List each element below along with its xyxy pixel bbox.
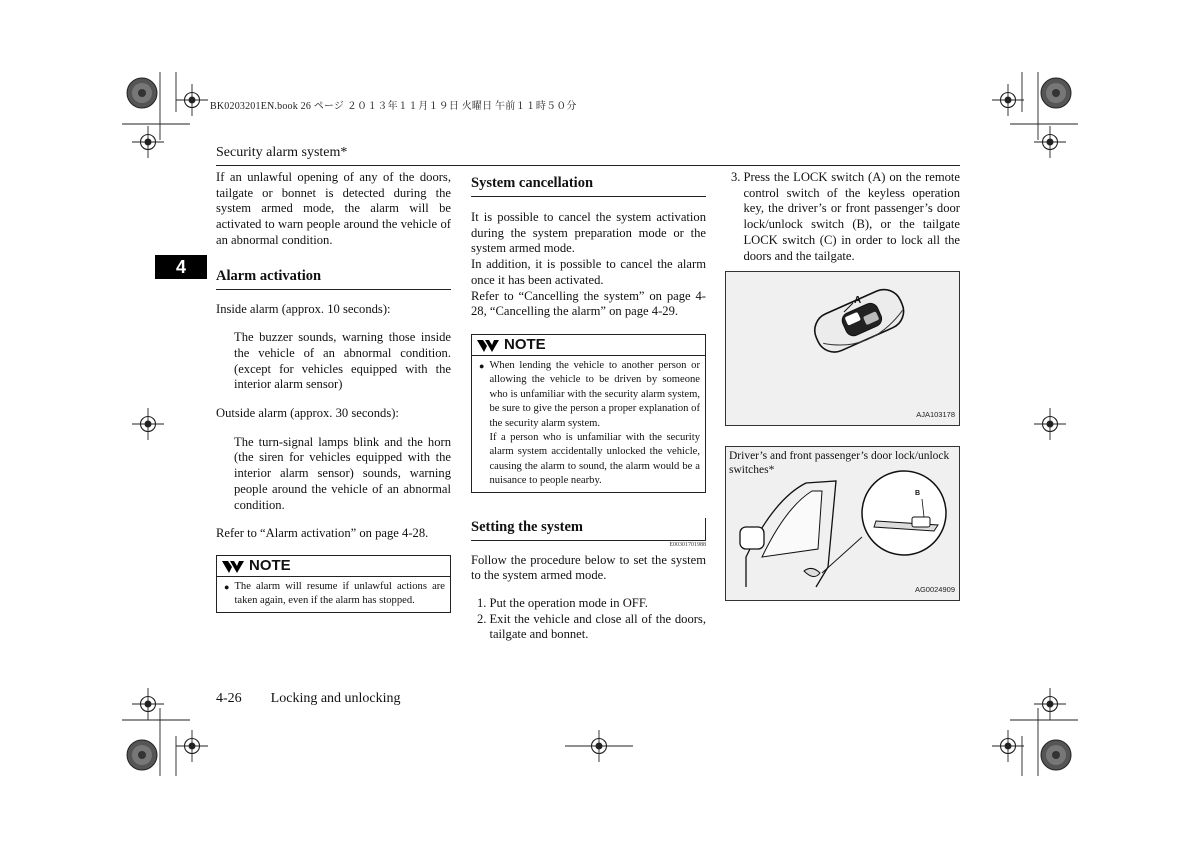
chapter-tab: 4: [155, 255, 207, 279]
registration-mark-icon: [992, 730, 1024, 762]
document-code: E00301701988: [669, 541, 706, 548]
registration-mark-icon: [176, 84, 208, 116]
registration-mark-icon: [1034, 126, 1066, 158]
cancel-paragraph-1: It is possible to cancel the system activation during the system preparation mode or the system armed mode.: [471, 210, 706, 256]
note-paragraph-1: When lending the vehicle to another person or allowing the vehicle to be driven by someone who is unfamiliar with the security alarm system, be sure to give the person a proper explanation of the security alarm system.: [489, 359, 700, 429]
outside-alarm-label: Outside alarm (approx. 30 seconds):: [216, 406, 399, 421]
step-item: [477, 612, 706, 643]
registration-mark-icon: [132, 126, 164, 158]
column-right: [725, 170, 960, 601]
color-target-icon: [127, 78, 157, 108]
color-target-icon: [1041, 78, 1071, 108]
section-name: Locking and unlocking: [270, 691, 401, 706]
figure-caption: Driver’s and front passenger’s door lock/unlock switches*: [729, 450, 950, 477]
note-title: NOTE: [504, 336, 546, 354]
color-target-icon: [1041, 740, 1071, 770]
registration-mark-icon: [176, 730, 208, 762]
note-body: [472, 356, 705, 492]
column-middle: [471, 170, 706, 643]
label-a: A: [854, 295, 862, 307]
cancel-paragraph-3: Refer to “Cancelling the system” on page 4-28, “Cancelling the alarm” on page 4-29.: [471, 288, 706, 319]
step-text: Put the operation mode in OFF.: [489, 595, 648, 610]
figure-code: AJA103178: [916, 409, 955, 419]
note-header: [217, 556, 450, 577]
system-cancellation-title: System cancellation: [471, 174, 706, 197]
note-paragraph-2: If a person who is unfamiliar with the security alarm system accidentally unlocked the vehicle, causing the alarm to sound, the alarm would be a nuisance to people nearby.: [489, 431, 700, 487]
column-left: [216, 170, 451, 613]
door-switch-figure: [725, 446, 960, 601]
key-fob-figure: [725, 271, 960, 426]
alarm-activation-reference: Refer to “Alarm activation” on page 4-28.: [216, 526, 429, 541]
note-title: NOTE: [249, 557, 291, 575]
registration-mark-icon: [1034, 408, 1066, 440]
note-text: The alarm will resume if unlawful actions are taken again, even if the alarm has stopped.: [234, 580, 445, 607]
setting-system-title: Setting the system: [471, 518, 706, 541]
keyless-key-illustration: [726, 272, 959, 425]
note-header: [472, 335, 705, 356]
inside-alarm-text: The buzzer sounds, warning those inside the vehicle of an abnormal condition. (except for vehicles equipped with the interior alarm sensor): [234, 330, 451, 392]
note-bullet: [224, 580, 445, 609]
note-box: [471, 334, 706, 493]
note-icon: [221, 558, 245, 574]
note-box: [216, 555, 451, 613]
alarm-activation-title: Alarm activation: [216, 267, 451, 290]
figure-code: AG0024909: [914, 584, 955, 594]
step-list: [725, 170, 960, 264]
step-number: 3.: [731, 170, 741, 184]
inside-alarm-label: Inside alarm (approx. 10 seconds):: [216, 301, 391, 316]
step-list: [471, 596, 706, 643]
registration-mark-icon: [992, 84, 1024, 116]
color-target-icon: [127, 740, 157, 770]
step-item: [477, 596, 706, 612]
print-header: BK0203201EN.book 26 ページ ２０１３年１１月１９日 火曜日 午前１１時５０分: [210, 101, 577, 112]
running-head: Security alarm system*: [216, 145, 348, 160]
registration-mark-icon: [132, 688, 164, 720]
page-number: 4-26: [216, 691, 242, 706]
note-body: [217, 577, 450, 612]
step-text: Exit the vehicle and close all of the doors, tailgate and bonnet.: [489, 611, 706, 642]
header-rule: [216, 165, 960, 166]
registration-mark-icon: [1034, 688, 1066, 720]
bullet-icon: ●: [479, 360, 485, 371]
intro-paragraph: If an unlawful opening of any of the doors, tailgate or bonnet is detected during the system armed mode, the alarm will be activated to warn people around the vehicle of an abnormal condition.: [216, 170, 451, 247]
setting-intro: Follow the procedure below to set the system to the system armed mode.: [471, 552, 706, 583]
page-footer: [216, 691, 401, 707]
step-item: [731, 170, 960, 264]
cancel-paragraph-2: In addition, it is possible to cancel the alarm once it has been activated.: [471, 257, 706, 287]
step-text: Press the LOCK switch (A) on the remote control switch of the keyless operation key, the driver’s or front passenger’s door lock/unlock switch (B), or the tailgate LOCK switch (C) in order to lock all the doors and the tailgate.: [743, 170, 960, 263]
label-b: B: [915, 490, 921, 498]
outside-alarm-text: The turn-signal lamps blink and the horn (the siren for vehicles equipped with the interior alarm sensor) sounds, warning people around the vehicle of an abnormal condition.: [234, 434, 451, 512]
bullet-icon: ●: [224, 581, 230, 592]
note-bullet: [479, 359, 700, 489]
step-number: 2.: [477, 611, 487, 626]
registration-mark-icon: [132, 408, 164, 440]
note-icon: [476, 337, 500, 353]
step-number: 1.: [477, 595, 487, 610]
